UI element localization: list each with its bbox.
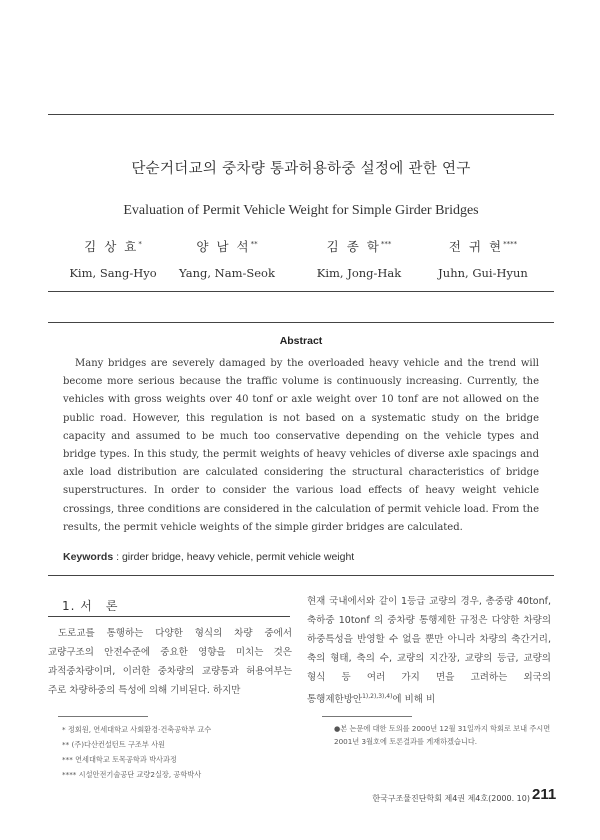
author-1 bbox=[48, 237, 178, 280]
section-title: 1. 서 론 bbox=[62, 599, 119, 613]
author-3-korean-name: 김 종 학 bbox=[326, 239, 381, 254]
author-2-affiliation-mark: ** bbox=[250, 240, 258, 248]
reference-superscript: 1),2),3),4) bbox=[362, 693, 393, 700]
author-1-korean-name: 김 상 효 bbox=[84, 239, 139, 254]
author-1-english-name: Kim, Sang-Hyo bbox=[69, 266, 157, 280]
title-block bbox=[48, 114, 554, 292]
footnote-3: *** 연세대학교 토목공학과 박사과정 bbox=[62, 755, 177, 764]
footnote-rule bbox=[58, 716, 148, 717]
journal-footer: 한국구조물진단학회 제4권 제4호(2000. 10) bbox=[372, 794, 530, 803]
author-4-affiliation-mark: **** bbox=[503, 240, 518, 248]
author-4-korean-name: 전 귀 현 bbox=[448, 239, 504, 254]
body-text-left: 도로교를 통행하는 다양한 형식의 차량 중에서 교량구조의 안전수준에 중요한 영향을 미치는 것은 과적중차량이며, 이러한 중차량의 교량통과 허용여부는 주로 차량하중의 특성에 의해 기비된다. 하지만 bbox=[48, 628, 292, 696]
author-3-affiliation-mark: *** bbox=[380, 240, 392, 248]
author-4-english-name: Juhn, Gui-Hyun bbox=[438, 266, 528, 280]
section-rule bbox=[48, 616, 290, 617]
author-1-affiliation-mark: * bbox=[138, 240, 142, 248]
abstract-block bbox=[48, 322, 554, 576]
footnote-2: ** (주)다산컨설턴트 구조부 사원 bbox=[62, 740, 165, 749]
author-list bbox=[48, 237, 554, 287]
body-text-right bbox=[307, 592, 551, 709]
body-right-lead: 현재 국내에서와 같이 1등급 교량의 경우, 총중량 40tonf, 축하중 10tonf 의 중차량 통행제한 규정은 다양한 차량의 하중특성을 반영할 수 없을 뿐만 아니라 차량의 축간거리, 축의 형태, 축의 수, 교량의 지간장, 교량의 등급, 교량의 형식 등 여러 가지 면을 고려하는 외국의 통행제한방안 bbox=[307, 596, 551, 706]
author-2 bbox=[162, 237, 292, 280]
keywords-list: : girder bridge, heavy vehicle, permit vehicle weight bbox=[113, 551, 355, 563]
author-3 bbox=[294, 237, 424, 280]
body-right-tail: 에 비해 비 bbox=[392, 694, 436, 706]
received-note-rule bbox=[322, 716, 412, 717]
keywords-label: Keywords bbox=[63, 551, 114, 563]
received-note: ●본 논문에 대한 토의를 2000년 12월 31일까지 학회로 보내 주시면 2001년 3월호에 토론결과를 게재하겠습니다. bbox=[334, 724, 551, 746]
page-number: 211 bbox=[532, 786, 557, 803]
author-2-korean-name: 양 남 석 bbox=[196, 239, 251, 254]
footnote-1: * 정회원, 연세대학교 사회환경·건축공학부 교수 bbox=[62, 725, 212, 734]
author-2-english-name: Yang, Nam-Seok bbox=[179, 266, 275, 280]
title-english: Evaluation of Permit Vehicle Weight for Simple Girder Bridges bbox=[123, 203, 479, 218]
abstract-heading: Abstract bbox=[279, 335, 323, 347]
abstract-text: Many bridges are severely damaged by the overloaded heavy vehicle and the trend will become more serious because the traffic volume is continuously increasing. Currently, the vehicles with gross weights over 40 tonf or axle weight over 10 tonf are not allowed on the public road. However, this regulation is not based on a systematic study on the bridge capacity and assumed to be much too conservative depending on the vehicle types and bridge types. In this study, the permit weights of heavy vehicles of diverse axle spacings and axle load distribution are calculated considering the structural characteristics of bridge superstructures. In order to consider the various load effects of heavy weight vehicle crossings, three conditions are considered in the calculation of permit vehicle load. From the results, the permit vehicle weights of the simple girder bridges are calculated. bbox=[63, 358, 539, 533]
footnote-4: **** 시설안전기술공단 교량2실장, 공학박사 bbox=[62, 770, 202, 779]
footnotes bbox=[62, 722, 292, 782]
author-3-english-name: Kim, Jong-Hak bbox=[316, 266, 402, 280]
title-korean: 단순거더교의 중차량 통과허용하중 설정에 관한 연구 bbox=[131, 161, 471, 177]
author-4 bbox=[418, 237, 548, 280]
keywords-line bbox=[63, 551, 539, 563]
